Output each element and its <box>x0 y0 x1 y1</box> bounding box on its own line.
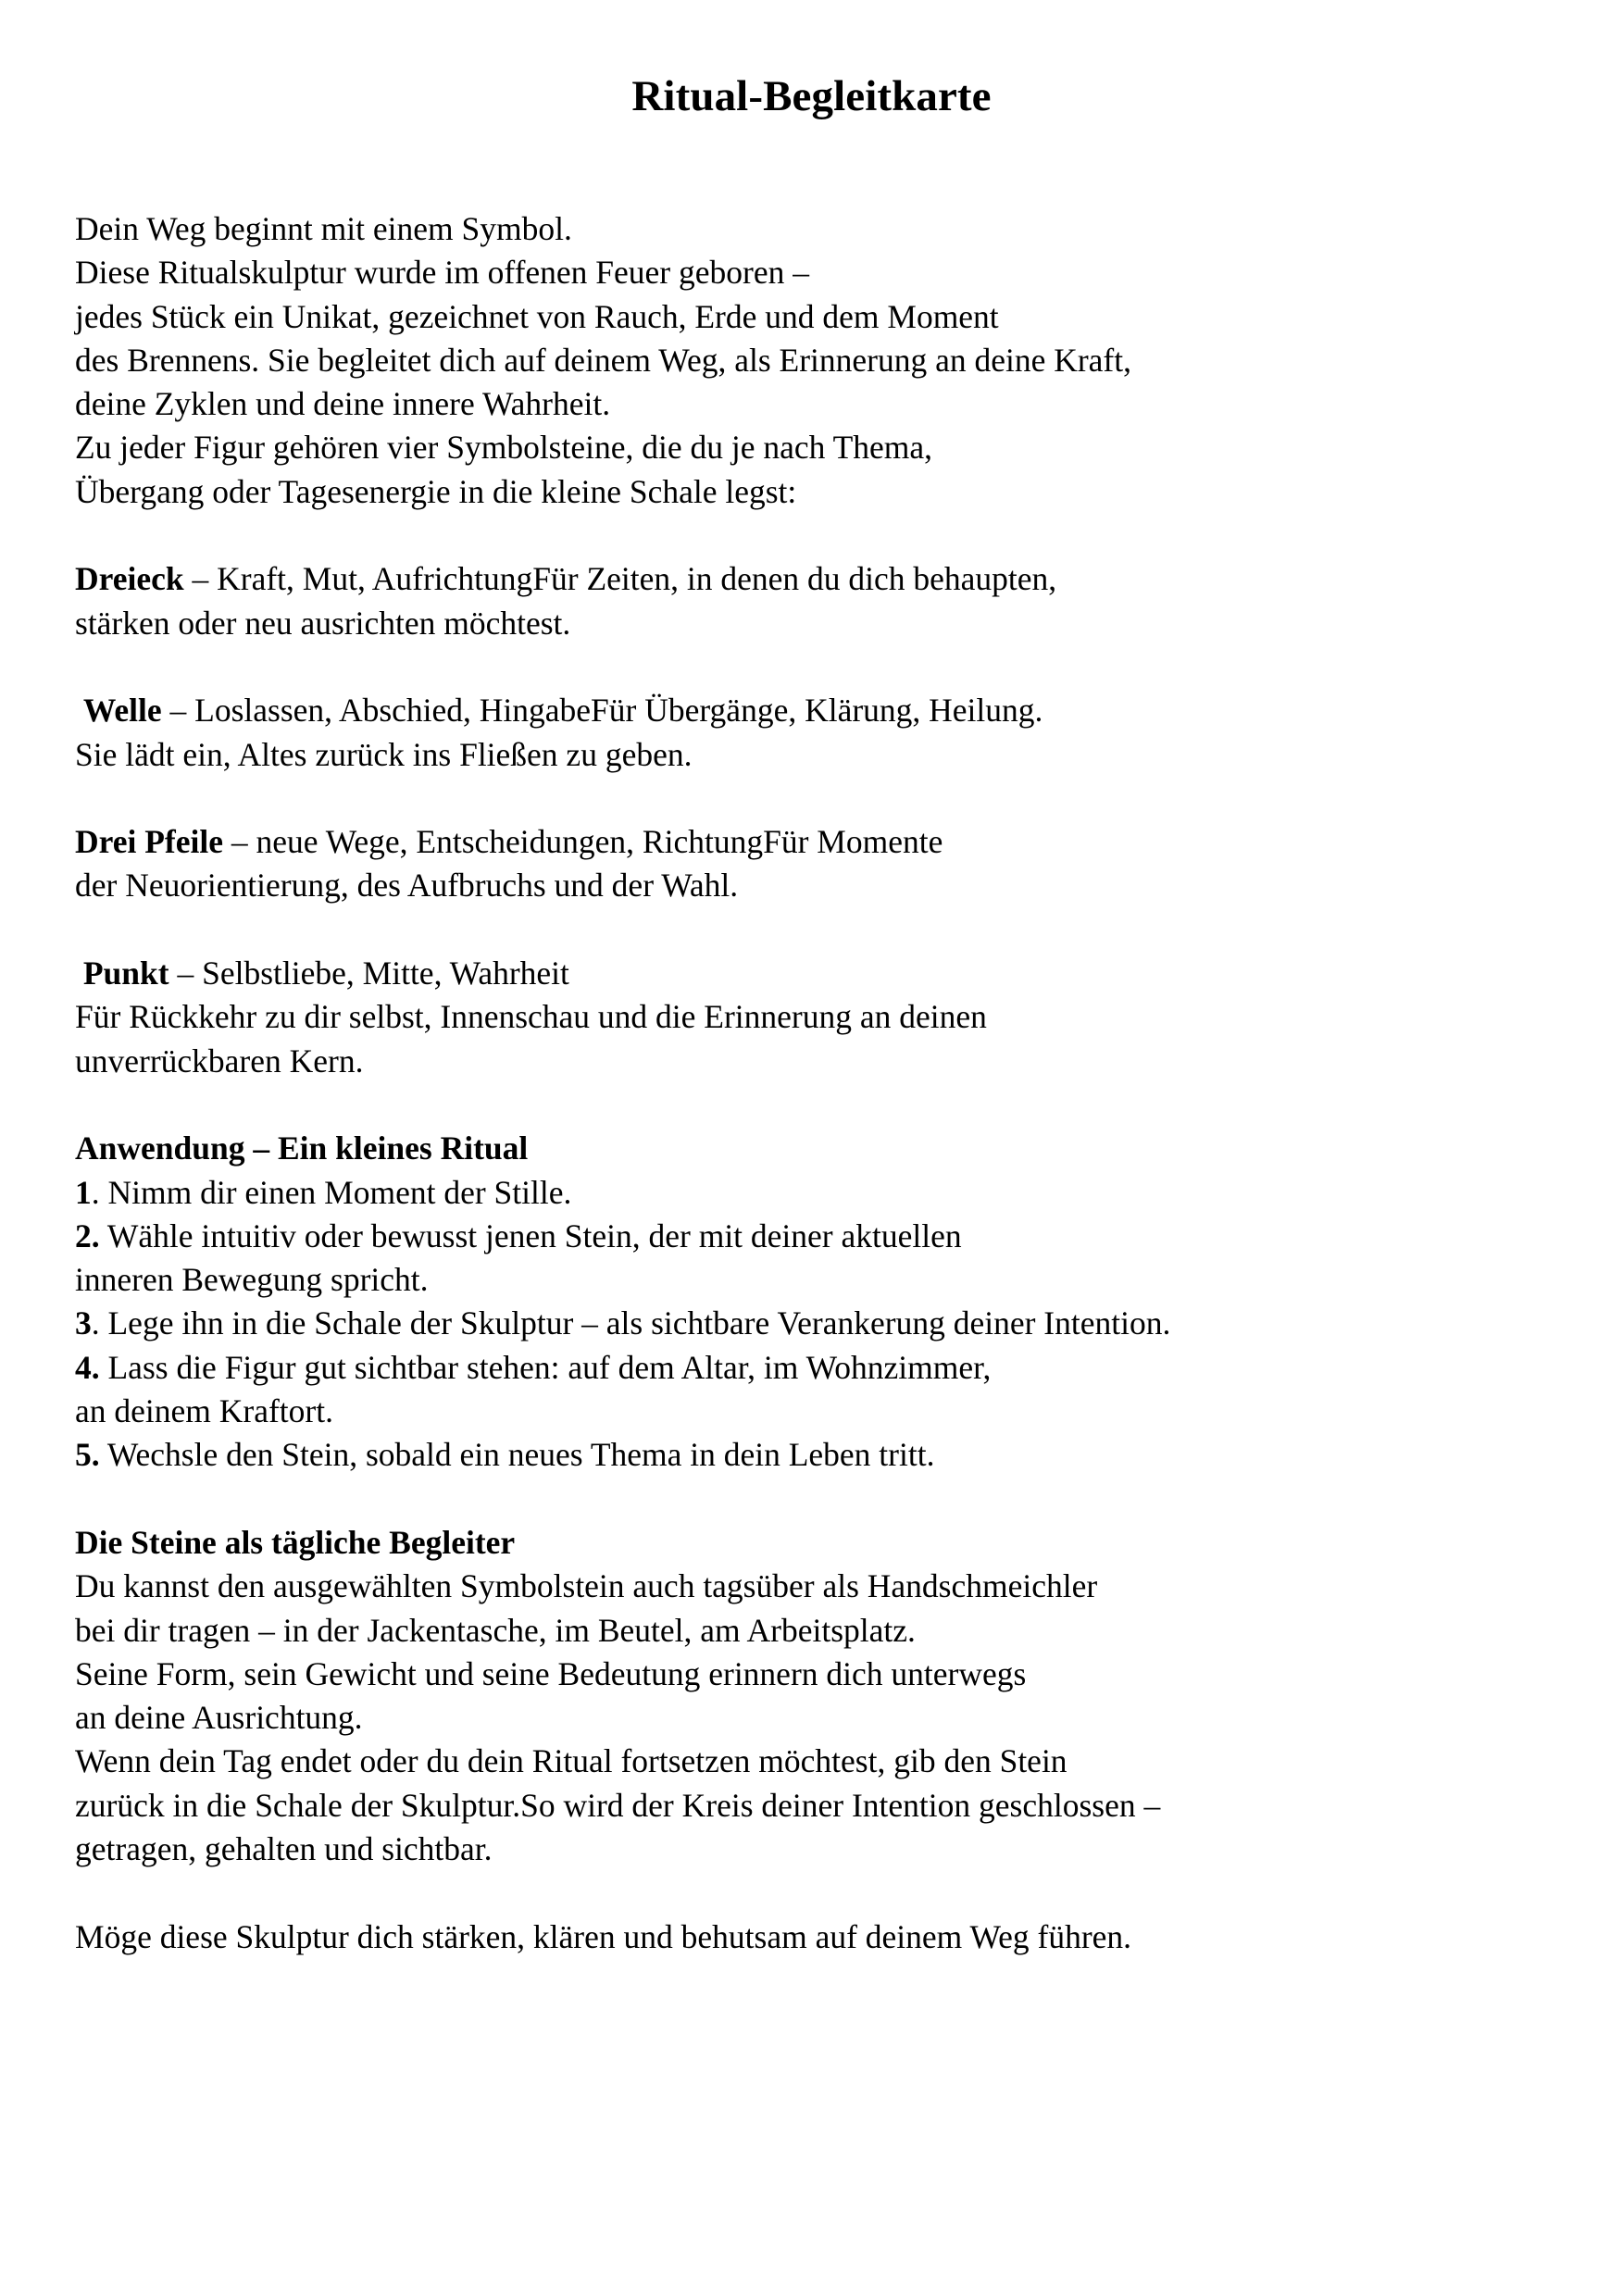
ritual-step-5-text: Wechsle den Stein, sobald ein neues Thema in dein Leben tritt. <box>99 1436 935 1474</box>
ritual-step-2-cont: inneren Bewegung spricht. <box>75 1261 429 1299</box>
ritual-step-2-marker: 2. <box>75 1217 100 1254</box>
symbol-welle-name: Welle <box>82 692 162 730</box>
symbol-punkt-line-2: Für Rückkehr zu dir selbst, Innenschau und die Erinnerung an deinen <box>75 998 987 1036</box>
daily-line-6: zurück in die Schale der Skulptur.So wird der Kreis deiner Intention geschlossen – <box>75 1786 1161 1824</box>
symbol-punkt-line-1 <box>75 952 1390 995</box>
intro-line-2: Diese Ritualskulptur wurde im offenen Feuer geboren – <box>75 254 809 292</box>
symbol-dreieck-line-1 <box>75 557 1390 601</box>
page-title: Ritual-Begleitkarte <box>631 72 992 121</box>
ritual-step-3 <box>75 1302 1390 1345</box>
symbol-entry-punkt <box>75 952 1390 1083</box>
block-spacer <box>75 1478 1390 1521</box>
block-spacer <box>75 777 1390 820</box>
ritual-step-2-text: Wähle intuitiv oder bewusst jenen Stein, der mit deiner aktuellen <box>99 1217 962 1254</box>
symbol-welle-lead-space <box>75 692 83 729</box>
symbol-punkt-line-3: unverrückbaren Kern. <box>75 1042 364 1079</box>
symbol-dreieck-line-2: stärken oder neu ausrichten möchtest. <box>75 604 571 642</box>
intro-line-4: des Brennens. Sie begleitet dich auf deinem Weg, als Erinnerung an deine Kraft, <box>75 341 1131 379</box>
symbol-dreieck-desc: – Kraft, Mut, AufrichtungFür Zeiten, in denen du dich behaupten, <box>183 560 1057 598</box>
block-spacer <box>75 514 1390 557</box>
daily-line-7: getragen, gehalten und sichtbar. <box>75 1829 493 1867</box>
symbol-welle-desc: – Loslassen, Abschied, HingabeFür Übergänge, Klärung, Heilung. <box>161 692 1043 730</box>
ritual-step-3-marker: 3 <box>75 1304 92 1342</box>
ritual-step-1-marker: 1 <box>75 1173 92 1211</box>
document-body <box>75 207 1390 1959</box>
ritual-step-2 <box>75 1215 1390 1258</box>
block-spacer <box>75 1871 1390 1915</box>
daily-section <box>75 1521 1390 1871</box>
symbol-entry-dreieck <box>75 557 1390 645</box>
block-spacer <box>75 1083 1390 1127</box>
intro-line-7: Übergang oder Tagesenergie in die kleine Schale legst: <box>75 472 797 510</box>
closing-section <box>75 1915 1390 1959</box>
ritual-step-4 <box>75 1346 1390 1390</box>
intro-line-6: Zu jeder Figur gehören vier Symbolsteine, die du je nach Thema, <box>75 429 933 467</box>
intro-line-1: Dein Weg beginnt mit einem Symbol. <box>75 210 572 247</box>
block-spacer <box>75 908 1390 952</box>
intro-paragraph <box>75 207 1390 514</box>
ritual-heading-text: Anwendung – Ein kleines Ritual <box>75 1129 529 1167</box>
ritual-section-heading <box>75 1127 1390 1170</box>
symbol-drei-pfeile-desc: – neue Wege, Entscheidungen, RichtungFür Momente <box>223 823 943 861</box>
daily-line-2: bei dir tragen – in der Jackentasche, im Beutel, am Arbeitsplatz. <box>75 1611 916 1649</box>
daily-section-heading <box>75 1521 1390 1565</box>
daily-line-5: Wenn dein Tag endet oder du dein Ritual fortsetzen möchtest, gib den Stein <box>75 1742 1067 1780</box>
symbol-welle-line-1 <box>75 689 1390 732</box>
ritual-step-4-text: Lass die Figur gut sichtbar stehen: auf dem Altar, im Wohnzimmer, <box>99 1348 992 1386</box>
ritual-step-5-marker: 5. <box>75 1436 100 1474</box>
ritual-step-4-marker: 4. <box>75 1348 100 1386</box>
daily-line-4: an deine Ausrichtung. <box>75 1699 363 1737</box>
symbol-entry-welle <box>75 689 1390 777</box>
daily-line-3: Seine Form, sein Gewicht und seine Bedeutung erinnern dich unterwegs <box>75 1654 1027 1692</box>
ritual-step-1 <box>75 1171 1390 1215</box>
symbol-welle-line-2: Sie lädt ein, Altes zurück ins Fließen zu geben. <box>75 735 693 773</box>
ritual-step-5 <box>75 1433 1390 1477</box>
intro-line-3: jedes Stück ein Unikat, gezeichnet von Rauch, Erde und dem Moment <box>75 297 999 335</box>
symbol-dreieck-name: Dreieck <box>75 560 184 598</box>
symbol-drei-pfeile-line-2: der Neuorientierung, des Aufbruchs und der Wahl. <box>75 867 739 905</box>
daily-line-1: Du kannst den ausgewählten Symbolstein auch tagsüber als Handschmeichler <box>75 1567 1098 1605</box>
closing-line-1: Möge diese Skulptur dich stärken, klären und behutsam auf deinem Weg führen. <box>75 1917 1132 1955</box>
ritual-step-5-number: 5 <box>75 1436 92 1474</box>
ritual-step-1-text: . Nimm dir einen Moment der Stille. <box>91 1173 572 1211</box>
symbol-punkt-name: Punkt <box>82 955 169 992</box>
symbol-drei-pfeile-name: Drei Pfeile <box>75 823 223 861</box>
block-spacer <box>75 645 1390 689</box>
symbol-punkt-desc: – Selbstliebe, Mitte, Wahrheit <box>169 955 569 992</box>
ritual-step-3-text: . Lege ihn in die Schale der Skulptur – als sichtbare Verankerung deiner Intention. <box>91 1304 1171 1342</box>
symbol-punkt-lead-space <box>75 955 83 992</box>
symbol-drei-pfeile-line-1 <box>75 820 1390 864</box>
ritual-section <box>75 1127 1390 1477</box>
intro-line-5: deine Zyklen und deine innere Wahrheit. <box>75 385 611 423</box>
ritual-step-4-cont: an deinem Kraftort. <box>75 1392 333 1430</box>
symbol-entry-drei-pfeile <box>75 820 1390 908</box>
ritual-step-2-number: 2 <box>75 1217 92 1254</box>
daily-heading-text: Die Steine als tägliche Begleiter <box>75 1523 516 1561</box>
ritual-step-4-number: 4 <box>75 1348 92 1386</box>
